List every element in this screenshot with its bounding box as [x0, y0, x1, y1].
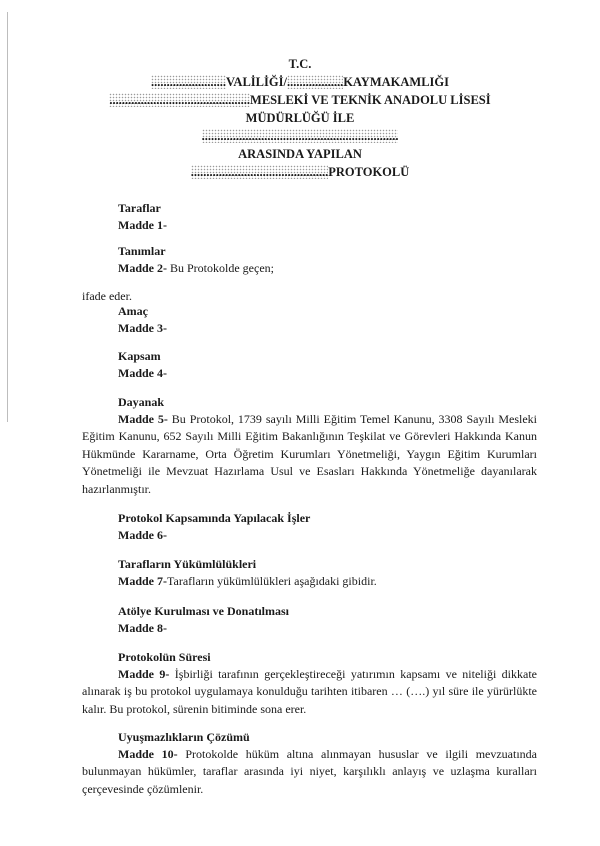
section-cozum-title: Uyuşmazlıkların Çözümü — [118, 730, 250, 744]
header-tc: T.C. — [288, 57, 312, 71]
header-school-line: .............................................MESLEKİ VE TEKNİK ANADOLU LİSESİ — [109, 93, 491, 107]
madde-label: Madde 6- — [118, 528, 167, 542]
section-title: Tarafların Yükümlülükleri — [118, 557, 257, 571]
section-isler — [118, 510, 310, 544]
section-cozum-text: Madde 10- Protokolde hüküm altına alınmayan hususlar ve ilgili mevzuatında bulunmayan hükümler, taraflar arasında iyi niyet, karşılıklı anlayış ve uzlaşma kuralları çerçevesinde çözümlenir. — [82, 747, 538, 796]
section-title: Amaç — [118, 304, 148, 318]
madde-line: Madde 2- Bu Protokolde geçen; — [118, 261, 274, 275]
section-title: Atölye Kurulması ve Donatılması — [118, 604, 289, 618]
section-dayanak-text: Madde 5- Bu Protokol, 1739 sayılı Milli Eğitim Temel Kanunu, 3308 Sayılı Mesleki Eğitim Kanunu, 652 Sayılı Milli Eğitim Bakanlığının Teşkilat ve Görevleri Hakkında Kanun Hükmünde Kararname, Orta Öğretim Kurumları Yönetmeliği, Yaygın Eğitim Kurumları Yönetmeliği ile Mevzuat Hazırlama Usul ve Esasları Hakkında Yönetmeliğe dayanılarak hazırlanmıştır. — [82, 412, 538, 496]
madde-label: Madde 4- — [118, 366, 167, 380]
section-kapsam — [118, 348, 167, 382]
madde-label: Madde 1- — [118, 218, 167, 232]
section-sure-text: Madde 9- İşbirliği tarafının gerçekleştireceği yatırımın kapsamı ve niteliği dikkate alınarak iş bu protokol uygulamaya konulduğu tarihten itibaren … (….) yıl süre ile yürürlükte kalır. Bu protokol, sürenin bitiminde sona erer. — [82, 667, 538, 716]
header-arasinda-line: ARASINDA YAPILAN — [238, 147, 362, 161]
section-atolye — [118, 603, 289, 637]
header-mudurluk-line: MÜDÜRLÜĞÜ İLE — [245, 111, 355, 125]
header-protokol-line: ............................................PROTOKOLÜ — [190, 165, 410, 179]
section-title: Tanımlar — [118, 244, 166, 258]
section-sure-title: Protokolün Süresi — [118, 650, 211, 664]
section-title: Kapsam — [118, 349, 161, 363]
tanimlar-after-text: ifade eder. — [82, 289, 132, 303]
section-title: Protokol Kapsamında Yapılacak İşler — [118, 511, 311, 525]
section-amac — [118, 303, 167, 337]
document-header — [0, 55, 600, 181]
section-taraflar — [118, 200, 167, 234]
section-title: Taraflar — [118, 201, 161, 215]
header-dots-line: ............................................................... — [201, 129, 399, 143]
section-yukumluluk — [118, 556, 377, 590]
section-tanimlar — [118, 243, 274, 277]
header-valilik-line: ........................VALİLİĞİ/..................KAYMAKAMLIĞI — [151, 75, 449, 89]
madde-label: Madde 3- — [118, 321, 167, 335]
section-dayanak-title: Dayanak — [118, 395, 165, 409]
madde-line: Madde 7-Tarafların yükümlülükleri aşağıdaki gibidir. — [118, 574, 377, 588]
madde-label: Madde 8- — [118, 621, 167, 635]
